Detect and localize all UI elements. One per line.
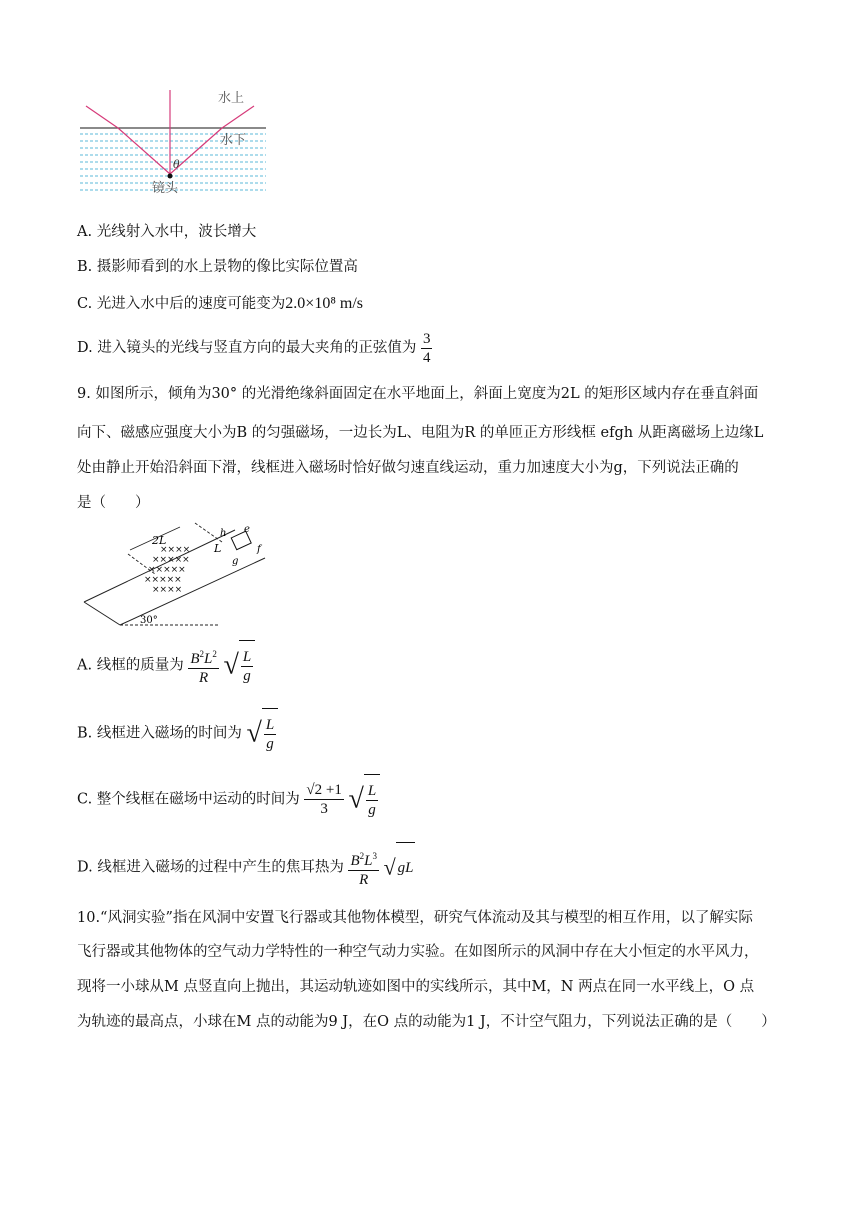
q9-option-d bbox=[77, 842, 415, 893]
label-e: e bbox=[244, 524, 250, 535]
svg-text:××××: ×××× bbox=[152, 585, 183, 595]
svg-text:××××: ×××× bbox=[160, 545, 191, 555]
q10-line-4: 为轨迹的最高点，小球在M 点的动能为9 J，在O 点的动能为1 J，不计空气阻力，下列说法正确的是（ ） bbox=[77, 1014, 776, 1030]
svg-text:×××××: ××××× bbox=[144, 575, 182, 585]
svg-text:×××××: ××××× bbox=[148, 565, 186, 575]
q9-option-c bbox=[77, 774, 380, 825]
q9-line-4: 是（ ） bbox=[77, 495, 150, 511]
label-g: g bbox=[232, 556, 239, 567]
q10-line-3: 现将一小球从M 点竖直向上抛出，其运动轨迹如图中的实线所示，其中M，N 两点在同一水平线上，O 点 bbox=[77, 979, 755, 995]
time-fraction: $\frac{√2 +1}{3}$ bbox=[306, 782, 342, 818]
label-below-water: 水下 bbox=[220, 133, 247, 148]
q8-option-d bbox=[77, 328, 432, 368]
sqrt-l-over-g: √ $\frac{L}{g}$ bbox=[348, 774, 380, 825]
mass-fraction: $\frac{B^2L^2}{R}$ bbox=[188, 645, 219, 687]
q9-line-3: 处由静止开始沿斜面下滑，线框进入磁场时恰好做匀速直线运动，重力加速度大小为g，下列说法正确的 bbox=[77, 460, 739, 476]
q9-option-c-text: C. 整个线框在磁场中运动的时间为 bbox=[77, 791, 300, 808]
q9-line-2: 向下、磁感应强度大小为B 的匀强磁场，一边长为L、电阻为R 的单匝正方形线框 efgh 从距离磁场上边缘L bbox=[77, 425, 764, 441]
q9-option-b bbox=[77, 708, 278, 759]
q8-option-c-text: C. 光进入水中后的速度可能变为 bbox=[77, 296, 286, 312]
q8-option-d-text: D. 进入镜头的光线与竖直方向的最大夹角的正弦值为 bbox=[77, 340, 417, 356]
fraction-denominator: 4 bbox=[422, 349, 431, 366]
q8-option-b: B. 摄影师看到的水上景物的像比实际位置高 bbox=[77, 259, 358, 275]
q8-option-a: A. 光线射入水中，波长增大 bbox=[77, 224, 257, 240]
label-h: h bbox=[220, 528, 227, 539]
label-above-water: 水上 bbox=[218, 91, 245, 106]
label-lens: 镜头 bbox=[152, 181, 179, 196]
q9-option-b-text: B. 线框进入磁场的时间为 bbox=[77, 725, 242, 742]
label-f: f bbox=[257, 544, 261, 555]
q9-option-a-text: A. 线框的质量为 bbox=[77, 657, 184, 674]
fraction-numerator: 3 bbox=[422, 330, 431, 347]
label-theta: θ bbox=[173, 158, 180, 171]
q8-option-c-value: 2.0×10⁸ m/s bbox=[285, 295, 364, 312]
label-2L: 2L bbox=[152, 534, 167, 547]
heat-fraction: $\frac{B^2L^3}{R}$ bbox=[348, 847, 379, 889]
sqrt-gl: √ gL bbox=[384, 842, 416, 893]
sqrt-l-over-g: √ $\frac{L}{g}$ bbox=[246, 708, 278, 759]
sqrt-l-over-g: √ $\frac{L}{g}$ bbox=[223, 640, 255, 691]
q9-line-1: 9. 如图所示，倾角为30° 的光滑绝缘斜面固定在水平地面上，斜面上宽度为2L 的矩形区域内存在垂直斜面 bbox=[77, 386, 759, 402]
q10-line-1: 10.“风洞实验”指在风洞中安置飞行器或其他物体模型，研究气体流动及其与模型的相互作用，以了解实际 bbox=[77, 910, 753, 926]
q10-line-2: 飞行器或其他物体的空气动力学特性的一种空气动力实验。在如图所示的风洞中存在大小恒定的水平风力， bbox=[77, 944, 759, 960]
figure-water-light bbox=[78, 86, 268, 198]
label-L: L bbox=[214, 542, 222, 555]
figure-incline-magnetic bbox=[80, 520, 280, 630]
q9-option-a bbox=[77, 640, 255, 691]
label-angle: 30° bbox=[140, 615, 158, 626]
svg-text:×××××: ××××× bbox=[152, 555, 190, 565]
q9-option-d-text: D. 线框进入磁场的过程中产生的焦耳热为 bbox=[77, 859, 344, 876]
q8-option-d-fraction bbox=[421, 330, 433, 367]
q8-option-c bbox=[77, 294, 363, 314]
